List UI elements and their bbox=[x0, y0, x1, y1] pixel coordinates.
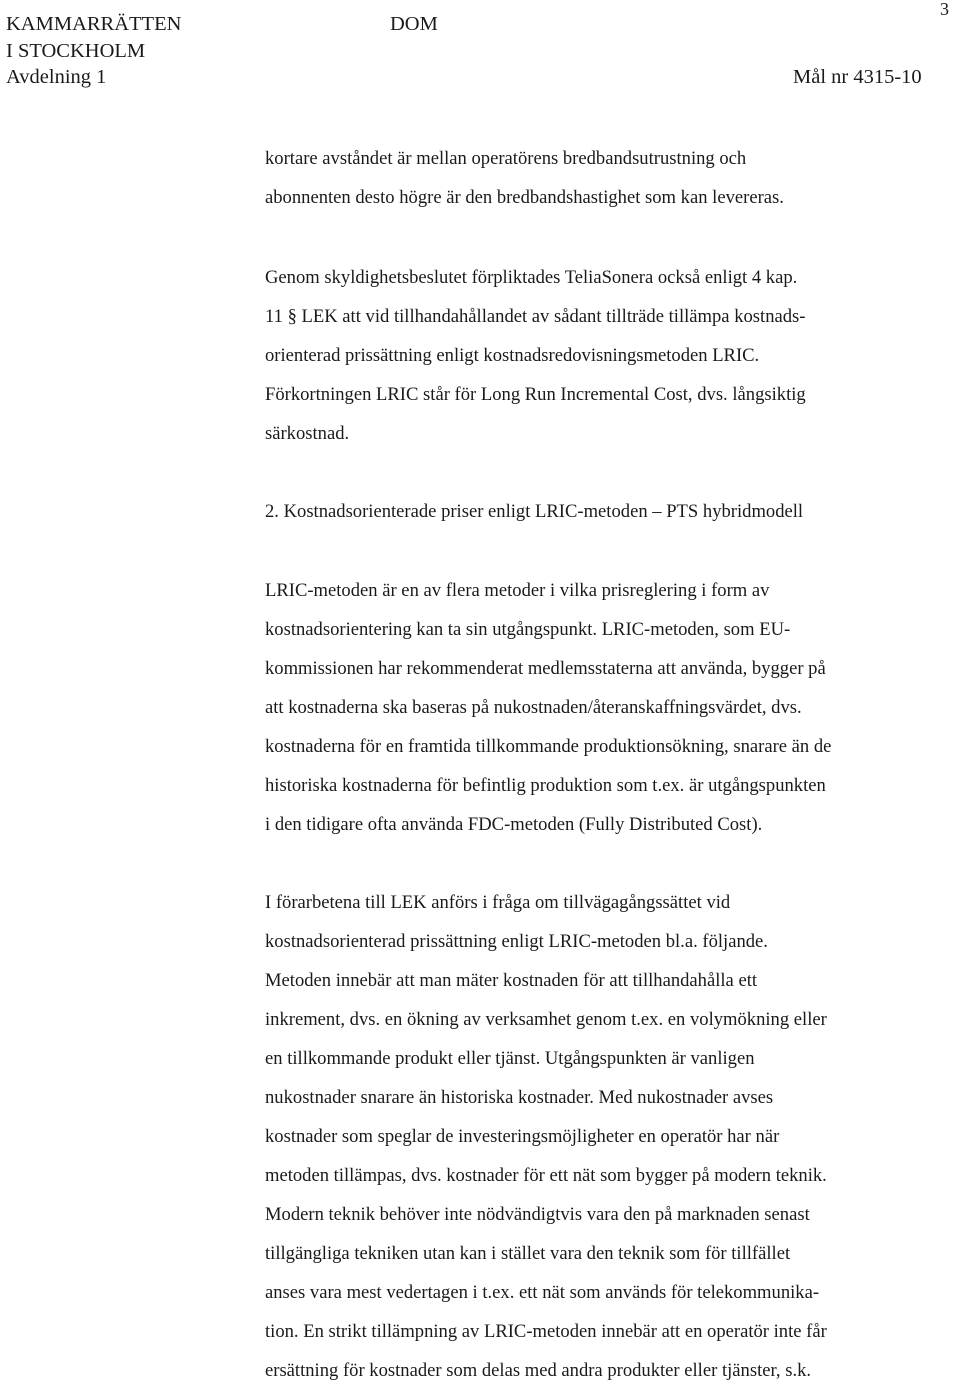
text-line: Genom skyldighetsbeslutet förpliktades TeliaSonera också enligt 4 kap. bbox=[265, 267, 798, 288]
case-number: Mål nr 4315-10 bbox=[793, 66, 922, 88]
text-line: en tillkommande produkt eller tjänst. Utgångspunkten är vanligen bbox=[265, 1048, 755, 1069]
text-line: I förarbetena till LEK anförs i fråga om tillvägagångssättet vid bbox=[265, 892, 731, 913]
court-name-line2: I STOCKHOLM bbox=[6, 40, 146, 62]
text-fragment: LEK att vid tillhandahållandet av sådant tillträde tillämpa kostnads- bbox=[301, 306, 806, 327]
text-line: metoden tillämpas, dvs. kostnader för ett nät som bygger på modern teknik. bbox=[265, 1165, 827, 1186]
text-line: kommissionen har rekommenderat medlemsstaterna att använda, bygger på bbox=[265, 658, 826, 679]
text-line bbox=[265, 297, 957, 336]
paragraph-1 bbox=[265, 139, 957, 217]
text-line: orienterad prissättning enligt kostnadsredovisningsmetoden LRIC. bbox=[265, 345, 760, 366]
text-line: kostnader som speglar de investeringsmöjligheter en operatör har när bbox=[265, 1126, 780, 1147]
text-line: i den tidigare ofta använda FDC-metoden (Fully Distributed Cost). bbox=[265, 814, 763, 835]
heading-text: 2. Kostnadsorienterade priser enligt LRIC-metoden – PTS hybridmodell bbox=[265, 501, 804, 522]
department: Avdelning 1 bbox=[6, 66, 107, 88]
text-line: Modern teknik behöver inte nödvändigtvis vara den på marknaden senast bbox=[265, 1204, 810, 1225]
text-line: att kostnaderna ska baseras på nukostnaden/återanskaffningsvärdet, dvs. bbox=[265, 697, 802, 718]
section-heading bbox=[265, 492, 957, 531]
text-line: Metoden innebär att man mäter kostnaden för att tillhandahålla ett bbox=[265, 970, 758, 991]
text-line: ersättning för kostnader som delas med andra produkter eller tjänster, s.k. bbox=[265, 1360, 812, 1381]
paragraph-3 bbox=[265, 571, 957, 844]
text-line: inkrement, dvs. en ökning av verksamhet genom t.ex. en volymökning eller bbox=[265, 1009, 827, 1030]
text-line: LRIC-metoden är en av flera metoder i vilka prisreglering i form av bbox=[265, 580, 770, 601]
paragraph-4 bbox=[265, 883, 957, 1390]
text-line: nukostnader snarare än historiska kostnader. Med nukostnader avses bbox=[265, 1087, 774, 1108]
section-sign: § bbox=[287, 306, 297, 327]
text-line: anses vara mest vedertagen i t.ex. ett nät som används för telekommunika- bbox=[265, 1282, 820, 1303]
document-type: DOM bbox=[390, 13, 438, 35]
text-fragment: 11 bbox=[265, 306, 283, 327]
text-line: historiska kostnaderna för befintlig produktion som t.ex. är utgångspunkten bbox=[265, 775, 826, 796]
text-line: kortare avståndet är mellan operatörens bredbandsutrustning och bbox=[265, 148, 747, 169]
page-number: 3 bbox=[940, 0, 949, 19]
court-name-line1: KAMMARRÄTTEN bbox=[6, 13, 182, 35]
text-line: abonnenten desto högre är den bredbandshastighet som kan levereras. bbox=[265, 187, 784, 208]
paragraph-2 bbox=[265, 258, 957, 453]
text-line: kostnadsorientering kan ta sin utgångspunkt. LRIC-metoden, som EU- bbox=[265, 619, 791, 640]
text-line: kostnadsorienterad prissättning enligt LRIC-metoden bl.a. följande. bbox=[265, 931, 768, 952]
text-line: Förkortningen LRIC står för Long Run Incremental Cost, dvs. långsiktig bbox=[265, 384, 806, 405]
text-line: tillgängliga tekniken utan kan i stället vara den teknik som för tillfället bbox=[265, 1243, 791, 1264]
text-line: tion. En strikt tillämpning av LRIC-metoden innebär att en operatör inte får bbox=[265, 1321, 827, 1342]
text-line: särkostnad. bbox=[265, 423, 350, 444]
text-line: kostnaderna för en framtida tillkommande produktionsökning, snarare än de bbox=[265, 736, 832, 757]
